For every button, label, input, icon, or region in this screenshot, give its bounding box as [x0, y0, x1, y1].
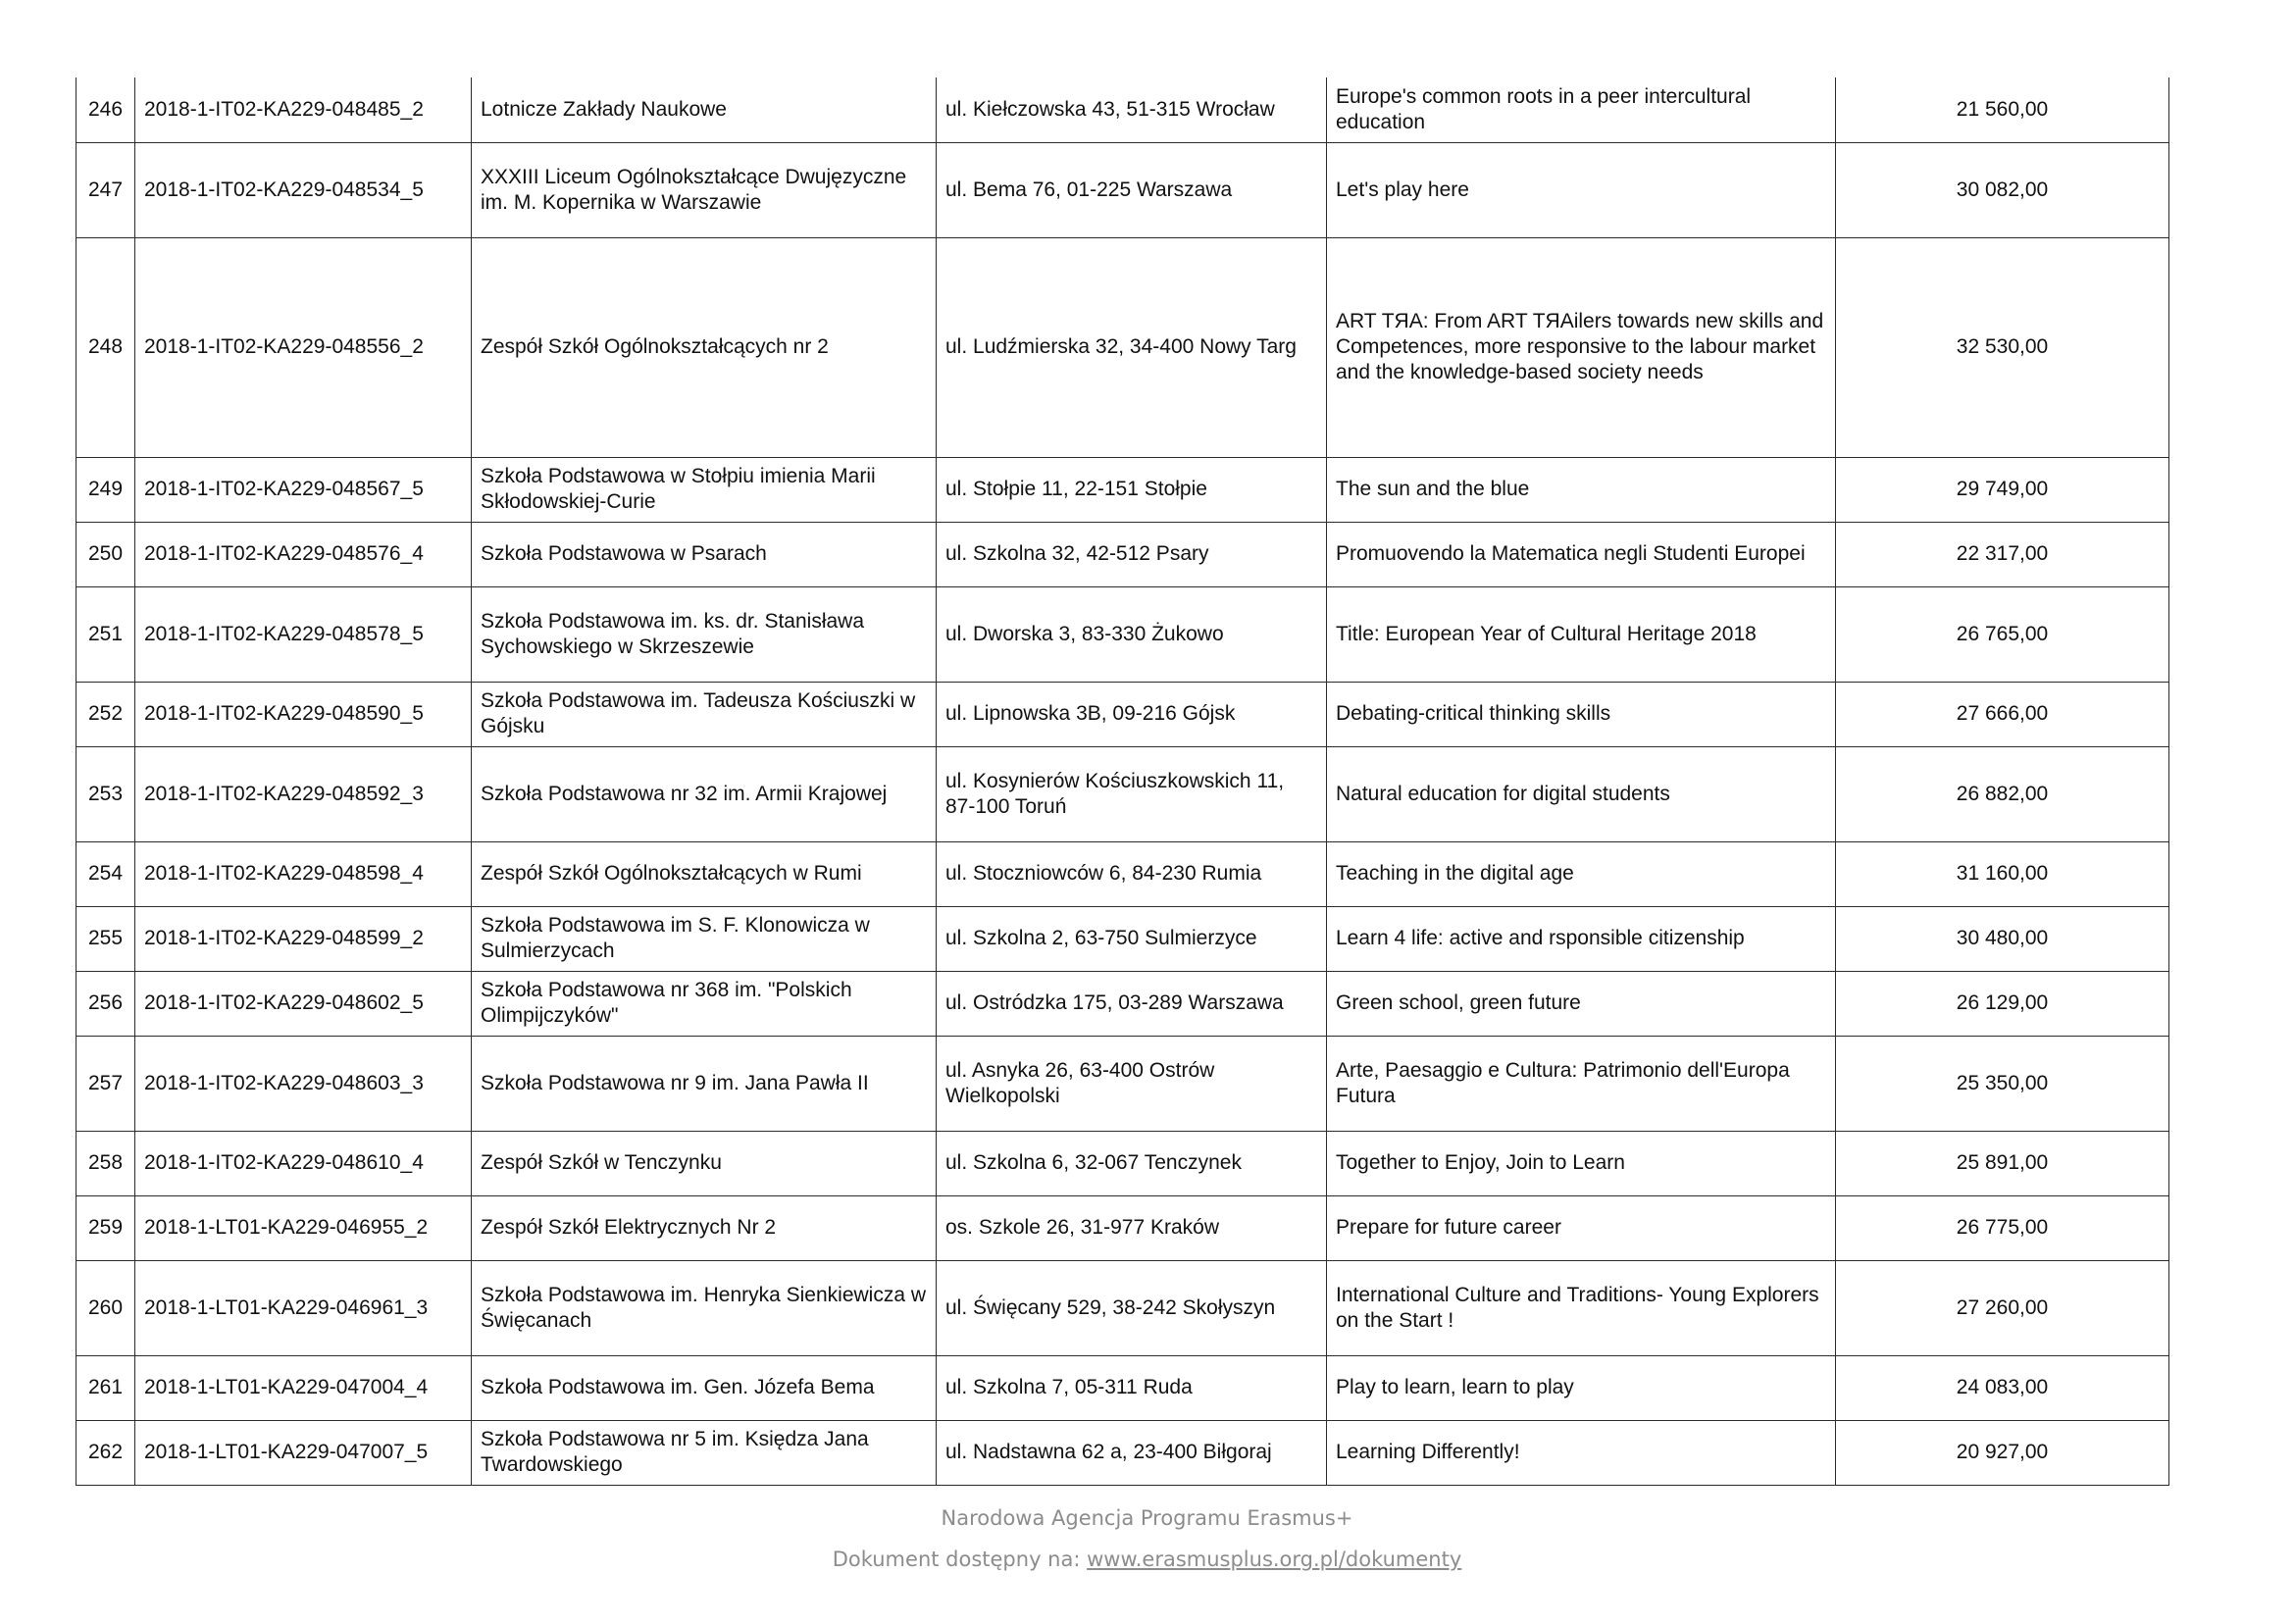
- grant-amount: 26 765,00: [1836, 586, 2169, 682]
- school-address: ul. Lipnowska 3B, 09-216 Gójsk: [937, 682, 1327, 746]
- row-number: 261: [76, 1355, 135, 1420]
- row-number: 262: [76, 1420, 135, 1485]
- school-name: Szkoła Podstawowa im. Henryka Sienkiewicza w Święcanach: [472, 1260, 937, 1355]
- row-number: 249: [76, 457, 135, 522]
- school-address: os. Szkole 26, 31-977 Kraków: [937, 1195, 1327, 1260]
- row-number: 252: [76, 682, 135, 746]
- footer-available-prefix: Dokument dostępny na:: [832, 1548, 1081, 1571]
- school-address: ul. Szkolna 2, 63-750 Sulmierzyce: [937, 906, 1327, 971]
- grants-table: [76, 77, 2169, 1486]
- project-title: International Culture and Traditions- Young Explorers on the Start !: [1327, 1260, 1836, 1355]
- school-address: ul. Kosynierów Kościuszkowskich 11, 87-100 Toruń: [937, 746, 1327, 841]
- table-row: [76, 142, 2169, 237]
- grant-amount: 22 317,00: [1836, 522, 2169, 586]
- grant-amount: 26 882,00: [1836, 746, 2169, 841]
- row-number: 260: [76, 1260, 135, 1355]
- project-title: Play to learn, learn to play: [1327, 1355, 1836, 1420]
- school-name: Zespół Szkół Elektrycznych Nr 2: [472, 1195, 937, 1260]
- school-name: Zespół Szkół Ogólnokształcących w Rumi: [472, 841, 937, 906]
- table-row: [76, 586, 2169, 682]
- project-id: 2018-1-LT01-KA229-047004_4: [135, 1355, 472, 1420]
- row-number: 258: [76, 1131, 135, 1195]
- grant-amount: 25 350,00: [1836, 1036, 2169, 1131]
- grant-amount: 29 749,00: [1836, 457, 2169, 522]
- project-id: 2018-1-IT02-KA229-048556_2: [135, 237, 472, 457]
- project-title: Promuovendo la Matematica negli Studenti Europei: [1327, 522, 1836, 586]
- grant-amount: 27 666,00: [1836, 682, 2169, 746]
- project-title: Title: European Year of Cultural Heritage 2018: [1327, 586, 1836, 682]
- school-address: ul. Ostródzka 175, 03-289 Warszawa: [937, 971, 1327, 1036]
- school-address: ul. Dworska 3, 83-330 Żukowo: [937, 586, 1327, 682]
- project-title: Europe's common roots in a peer intercultural education: [1327, 77, 1836, 142]
- project-title: Green school, green future: [1327, 971, 1836, 1036]
- row-number: 257: [76, 1036, 135, 1131]
- project-id: 2018-1-IT02-KA229-048567_5: [135, 457, 472, 522]
- school-address: ul. Szkolna 7, 05-311 Ruda: [937, 1355, 1327, 1420]
- project-id: 2018-1-IT02-KA229-048610_4: [135, 1131, 472, 1195]
- table-row: [76, 746, 2169, 841]
- project-id: 2018-1-LT01-KA229-046955_2: [135, 1195, 472, 1260]
- table-row: [76, 1195, 2169, 1260]
- school-address: ul. Ludźmierska 32, 34-400 Nowy Targ: [937, 237, 1327, 457]
- grant-amount: 30 082,00: [1836, 142, 2169, 237]
- school-address: ul. Asnyka 26, 63-400 Ostrów Wielkopolski: [937, 1036, 1327, 1131]
- grant-amount: 24 083,00: [1836, 1355, 2169, 1420]
- grant-amount: 31 160,00: [1836, 841, 2169, 906]
- table-row: [76, 906, 2169, 971]
- footer-documents-link[interactable]: www.erasmusplus.org.pl/dokumenty: [1087, 1548, 1462, 1571]
- table-row: [76, 237, 2169, 457]
- school-name: Szkoła Podstawowa w Stołpiu imienia Marii Skłodowskiej-Curie: [472, 457, 937, 522]
- row-number: 246: [76, 77, 135, 142]
- table-row: [76, 1131, 2169, 1195]
- project-title: Learning Differently!: [1327, 1420, 1836, 1485]
- grant-amount: 20 927,00: [1836, 1420, 2169, 1485]
- footer-agency: Narodowa Agencja Programu Erasmus+: [941, 1506, 1353, 1530]
- row-number: 259: [76, 1195, 135, 1260]
- row-number: 254: [76, 841, 135, 906]
- table-row: [76, 1355, 2169, 1420]
- school-address: ul. Nadstawna 62 a, 23-400 Biłgoraj: [937, 1420, 1327, 1485]
- school-name: Szkoła Podstawowa im S. F. Klonowicza w Sulmierzycach: [472, 906, 937, 971]
- project-id: 2018-1-IT02-KA229-048603_3: [135, 1036, 472, 1131]
- project-id: 2018-1-IT02-KA229-048578_5: [135, 586, 472, 682]
- school-name: Szkoła Podstawowa nr 32 im. Armii Krajowej: [472, 746, 937, 841]
- project-title: The sun and the blue: [1327, 457, 1836, 522]
- footer-availability: [0, 1548, 2294, 1571]
- table-row: [76, 77, 2169, 142]
- school-name: Szkoła Podstawowa im. Gen. Józefa Bema: [472, 1355, 937, 1420]
- project-id: 2018-1-IT02-KA229-048534_5: [135, 142, 472, 237]
- project-id: 2018-1-IT02-KA229-048590_5: [135, 682, 472, 746]
- project-title: Let's play here: [1327, 142, 1836, 237]
- row-number: 248: [76, 237, 135, 457]
- school-name: Lotnicze Zakłady Naukowe: [472, 77, 937, 142]
- project-id: 2018-1-IT02-KA229-048598_4: [135, 841, 472, 906]
- school-name: Szkoła Podstawowa nr 9 im. Jana Pawła II: [472, 1036, 937, 1131]
- school-address: ul. Szkolna 6, 32-067 Tenczynek: [937, 1131, 1327, 1195]
- grant-amount: 26 129,00: [1836, 971, 2169, 1036]
- row-number: 247: [76, 142, 135, 237]
- project-title: Teaching in the digital age: [1327, 841, 1836, 906]
- project-id: 2018-1-IT02-KA229-048485_2: [135, 77, 472, 142]
- grant-amount: 30 480,00: [1836, 906, 2169, 971]
- school-name: Zespół Szkół w Tenczynku: [472, 1131, 937, 1195]
- project-id: 2018-1-IT02-KA229-048599_2: [135, 906, 472, 971]
- table-row: [76, 841, 2169, 906]
- row-number: 256: [76, 971, 135, 1036]
- table-row: [76, 457, 2169, 522]
- project-title: Debating-critical thinking skills: [1327, 682, 1836, 746]
- school-address: ul. Stołpie 11, 22-151 Stołpie: [937, 457, 1327, 522]
- grants-table-body: [76, 77, 2169, 1485]
- grant-amount: 27 260,00: [1836, 1260, 2169, 1355]
- project-title: Together to Enjoy, Join to Learn: [1327, 1131, 1836, 1195]
- row-number: 250: [76, 522, 135, 586]
- school-name: Szkoła Podstawowa w Psarach: [472, 522, 937, 586]
- school-name: Szkoła Podstawowa nr 5 im. Księdza Jana Twardowskiego: [472, 1420, 937, 1485]
- school-address: ul. Szkolna 32, 42-512 Psary: [937, 522, 1327, 586]
- project-id: 2018-1-IT02-KA229-048592_3: [135, 746, 472, 841]
- project-id: 2018-1-IT02-KA229-048602_5: [135, 971, 472, 1036]
- school-name: Zespół Szkół Ogólnokształcących nr 2: [472, 237, 937, 457]
- school-name: Szkoła Podstawowa nr 368 im. "Polskich Olimpijczyków": [472, 971, 937, 1036]
- table-row: [76, 1260, 2169, 1355]
- grant-amount: 21 560,00: [1836, 77, 2169, 142]
- table-row: [76, 971, 2169, 1036]
- project-title: Prepare for future career: [1327, 1195, 1836, 1260]
- school-name: Szkoła Podstawowa im. ks. dr. Stanisława Sychowskiego w Skrzeszewie: [472, 586, 937, 682]
- project-id: 2018-1-LT01-KA229-046961_3: [135, 1260, 472, 1355]
- school-address: ul. Święcany 529, 38-242 Skołyszyn: [937, 1260, 1327, 1355]
- row-number: 255: [76, 906, 135, 971]
- project-title: Learn 4 life: active and rsponsible citizenship: [1327, 906, 1836, 971]
- school-name: Szkoła Podstawowa im. Tadeusza Kościuszki w Gójsku: [472, 682, 937, 746]
- project-title: Natural education for digital students: [1327, 746, 1836, 841]
- row-number: 253: [76, 746, 135, 841]
- project-title: ART TЯA: From ART TЯAilers towards new skills and Competences, more responsive to the labour market and the knowledge-based society needs: [1327, 237, 1836, 457]
- grant-amount: 32 530,00: [1836, 237, 2169, 457]
- grant-amount: 26 775,00: [1836, 1195, 2169, 1260]
- table-row: [76, 1420, 2169, 1485]
- school-name: XXXIII Liceum Ogólnokształcące Dwujęzyczne im. M. Kopernika w Warszawie: [472, 142, 937, 237]
- row-number: 251: [76, 586, 135, 682]
- grant-amount: 25 891,00: [1836, 1131, 2169, 1195]
- project-title: Arte, Paesaggio e Cultura: Patrimonio dell'Europa Futura: [1327, 1036, 1836, 1131]
- table-row: [76, 522, 2169, 586]
- project-id: 2018-1-IT02-KA229-048576_4: [135, 522, 472, 586]
- table-row: [76, 682, 2169, 746]
- school-address: ul. Stoczniowców 6, 84-230 Rumia: [937, 841, 1327, 906]
- project-id: 2018-1-LT01-KA229-047007_5: [135, 1420, 472, 1485]
- school-address: ul. Bema 76, 01-225 Warszawa: [937, 142, 1327, 237]
- table-row: [76, 1036, 2169, 1131]
- school-address: ul. Kiełczowska 43, 51-315 Wrocław: [937, 77, 1327, 142]
